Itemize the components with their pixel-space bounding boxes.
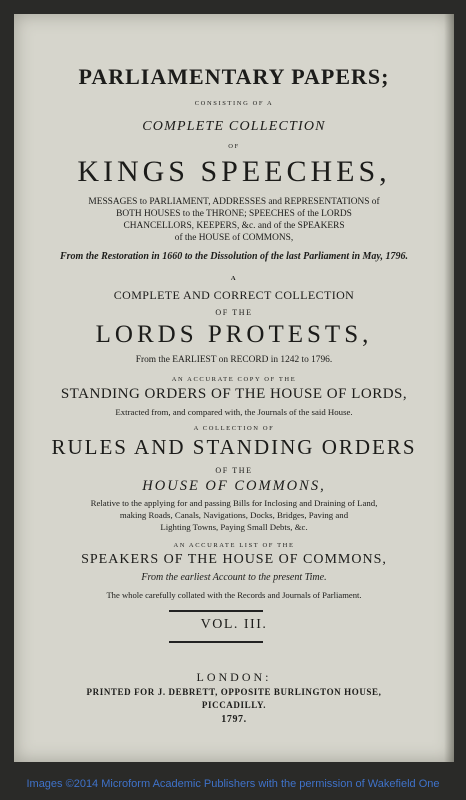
relative-line-2: making Roads, Canals, Navigations, Docks, Bridges, Paving and	[119, 510, 349, 520]
year-line: 1797.	[221, 714, 247, 725]
kings-speeches-heading: KINGS SPEECHES,	[77, 155, 391, 188]
accurate-list-line: AN ACCURATE LIST OF THE	[173, 542, 295, 549]
lords-protests-heading: LORDS PROTESTS,	[95, 321, 373, 348]
standing-orders-heading: STANDING ORDERS OF THE HOUSE OF LORDS,	[60, 386, 408, 402]
collection-of-line: A COLLECTION OF	[193, 425, 275, 432]
a-line: A	[230, 275, 238, 282]
messages-line-3: CHANCELLORS, KEEPERS, &c. and of the SPEAKERS	[123, 221, 345, 231]
earliest-account-line: From the earliest Account to the present Time.	[141, 572, 327, 583]
volume-rule-top	[169, 610, 263, 612]
volume-label: VOL. III.	[200, 617, 268, 632]
london-line: LONDON:	[196, 670, 272, 684]
of-line-1: OF	[228, 143, 240, 150]
messages-line-1: MESSAGES to PARLIAMENT, ADDRESSES and REPRESENTATIONS of	[88, 197, 380, 207]
complete-collection-line: COMPLETE COLLECTION	[142, 119, 326, 134]
speakers-heading: SPEAKERS OF THE HOUSE OF COMMONS,	[81, 552, 387, 567]
relative-line-1: Relative to the applying for and passing Bills for Inclosing and Draining of Land,	[90, 498, 378, 508]
collated-line: The whole carefully collated with the Records and Journals of Parliament.	[106, 590, 362, 600]
rules-heading: RULES AND STANDING ORDERS	[51, 435, 417, 459]
consisting-line: CONSISTING OF A	[194, 100, 274, 107]
of-the-line-2: OF THE	[215, 466, 253, 475]
relative-line-3: Lighting Towns, Paying Small Debts, &c.	[160, 522, 308, 532]
volume-rule-bottom	[169, 641, 263, 643]
copyright-footer: Images ©2014 Microform Academic Publishers with the permission of Wakefield One	[26, 778, 440, 790]
messages-line-4: of the HOUSE of COMMONS,	[174, 233, 294, 243]
complete-correct-line: COMPLETE AND CORRECT COLLECTION	[113, 288, 355, 302]
messages-line-2: BOTH HOUSES to the THRONE; SPEECHES of the LORDS	[116, 209, 352, 219]
main-title: PARLIAMENTARY PAPERS;	[78, 64, 390, 89]
extracted-line: Extracted from, and compared with, the Journals of the said House.	[115, 407, 353, 417]
from-earliest-line: From the EARLIEST on RECORD in 1242 to 1796.	[135, 355, 333, 365]
house-of-commons-heading: HOUSE OF COMMONS,	[142, 478, 326, 494]
accurate-copy-line: AN ACCURATE COPY OF THE	[171, 376, 297, 383]
document-page	[14, 14, 454, 762]
restoration-line: From the Restoration in 1660 to the Dissolution of the last Parliament in May, 1796.	[59, 251, 408, 262]
printed-for-line-2: PICCADILLY.	[201, 700, 267, 710]
printed-for-line-1: PRINTED FOR J. DEBRETT, OPPOSITE BURLINGTON HOUSE,	[86, 687, 382, 697]
of-the-line-1: OF THE	[215, 308, 253, 317]
